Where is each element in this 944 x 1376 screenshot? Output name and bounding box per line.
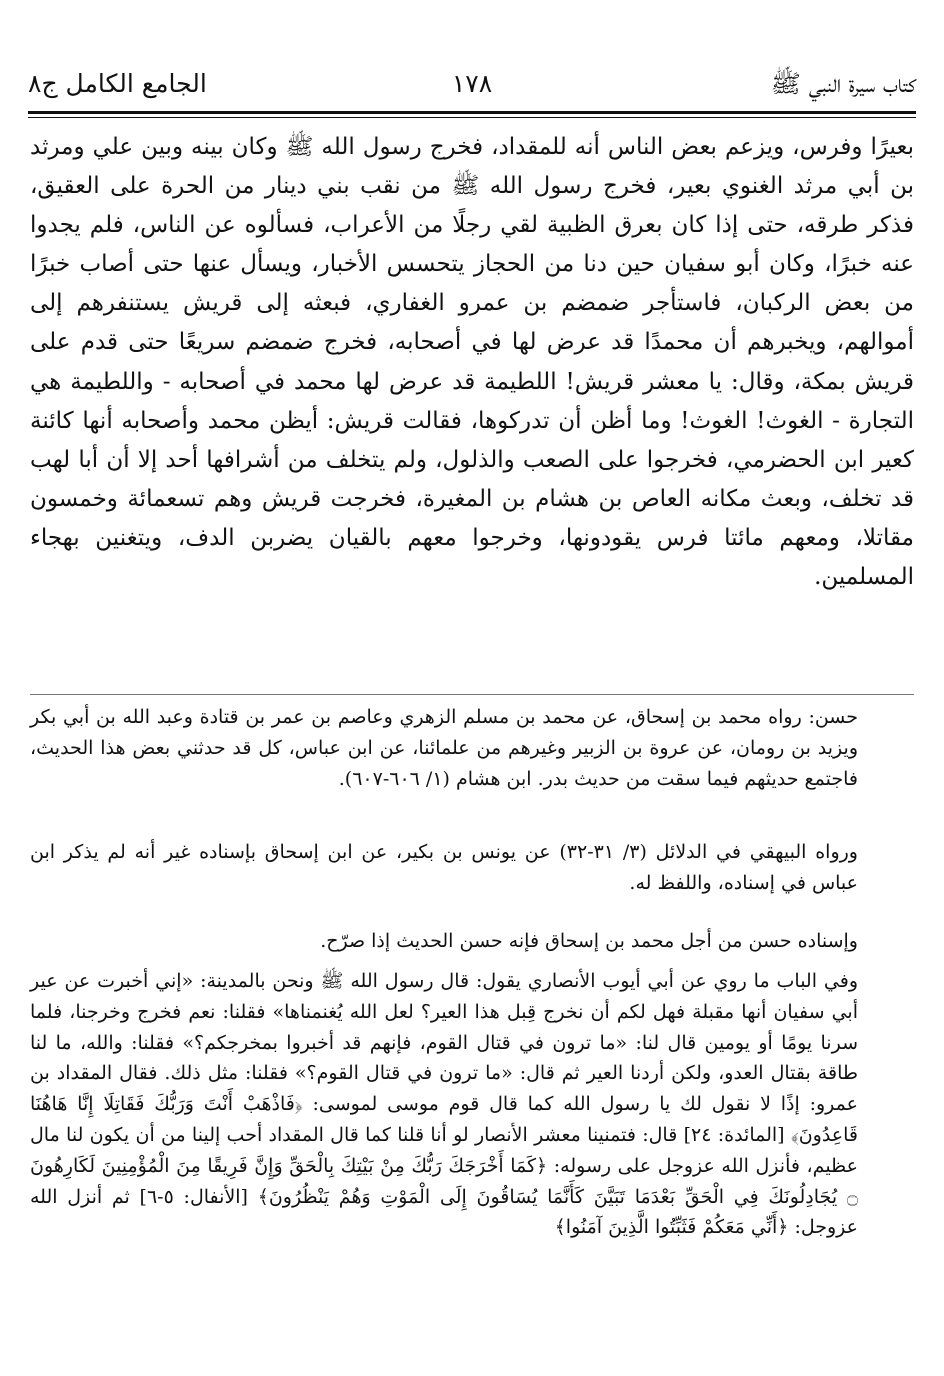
main-text: بعيرًا وفرس، ويزعم بعض الناس أنه للمقداد، فخرج رسول الله ﷺ وكان بينه وبين علي ومرثد بن أبي مرثد الغنوي بعير، فخرج رسول الله ﷺ من نقب بني دينار من الحرة على العقيق، فذكر طرقه، حتى إذا كان بعرق الظبية لقي رجلًا من الأعراب، فسألوه عن الناس، فلم يجدوا عنه خبرًا، وكان أبو سفيان حين دنا من الحجاز يتحسس الأخبار، ويسأل عنها حتى أصاب خبرًا من بعض الركبان، فاستأجر ضمضم بن عمرو الغفاري، فبعثه إلى قريش يستنفرهم إلى أموالهم، ويخبرهم أن محمدًا قد عرض لها في أصحابه، فخرج ضمضم سريعًا حتى قدم على قريش بمكة، وقال: يا معشر قريش! اللطيمة قد عرض لها محمد في أصحابه - واللطيمة هي التجارة - الغوث! الغوث! وما أظن أن تدركوها، فقالت قريش: أيظن محمد وأصحابه أنها كائنة كعير ابن الحضرمي، فخرجوا على الصعب والذلول، ولم يتخلف من أشرافها أحد إلا أن أبا لهب قد تخلف، وبعث مكانه العاص بن هشام بن المغيرة، فخرجت قريش وهم تسعمائة وخمسون مقاتلا، ومعهم مائتا فرس يقودونها، وخرجوا معهم بالقيان يضربن الدف، ويتغنين بهجاء المسلمين. (30, 134, 914, 591)
footnote-bab: وفي الباب ما روي عن أبي أيوب الأنصاري يقول: قال رسول الله ﷺ ونحن بالمدينة: «إني أخبرت عن عير أبي سفيان أنها مقبلة فهل لكم أن نخرج قِبل هذا العير؟ لعل الله يُغنمناها» فقلنا: نعم فخرج وخرجنا، فلما سرنا يومًا أو يومين قال لنا: «ما ترون في قتال القوم، فإنهم قد أخبروا بمخرجكم؟» فقلنا: والله، ما لنا طاقة بقتال العدو، ولكن أردنا العير ثم قال: «ما ترون في قتال القوم؟» فقلنا: مثل ذلك. فقال المقداد بن عمرو: إذًا لا نقول لك يا رسول الله كما قال قوم موسى لموسى: ﴿فَاذْهَبْ أَنْتَ وَرَبُّكَ فَقَاتِلَا إِنَّا هَاهُنَا قَاعِدُونَ﴾ [المائدة: ٢٤] قال: فتمنينا معشر الأنصار لو أنا قلنا كما قال المقداد أحب إلينا من أن يكون لنا مال عظيم، فأنزل الله عزوجل على رسوله: ﴿كَمَا أَخْرَجَكَ رَبُّكَ مِنْ بَيْتِكَ بِالْحَقِّ وَإِنَّ فَرِيقًا مِنَ الْمُؤْمِنِينَ لَكَارِهُونَ ۝ يُجَادِلُونَكَ فِي الْحَقِّ بَعْدَمَا تَبَيَّنَ كَأَنَّمَا يُسَاقُونَ إِلَى الْمَوْتِ وَهُمْ يَنْظُرُونَ﴾ [الأنفال: ٥-٦] ثم أنزل الله عزوجل: ﴿أَنِّي مَعَكُمْ فَثَبِّتُوا الَّذِينَ آمَنُوا﴾ (30, 970, 859, 1239)
footnote-bayhaqi: ورواه البيهقي في الدلائل (٣/ ٣١-٣٢) عن يونس بن بكير، عن ابن إسحاق بإسناده غير أنه لم يذكر ابن عباس في إسناده، واللفظ له. (30, 841, 858, 894)
footnote-hasan: حسن: رواه محمد بن إسحاق، عن محمد بن مسلم الزهري وعاصم بن عمر بن قتادة وعبد الله بن أبي بكر ويزيد بن رومان، عن عروة بن الزبير وغيرهم من علمائنا، عن ابن عباس، كل قد حدثني بعض هذا الحديث، فاجتمع حديثهم فيما سقت من حديث بدر. ابن هشام (١/ ٦٠٦-٦٠٧). (30, 706, 858, 790)
series-title: الجامع الكامل ج٨ (28, 69, 207, 98)
header-rule-thick (28, 111, 916, 114)
page-header (28, 62, 916, 106)
header-rule-thin (28, 117, 916, 118)
footnote-separator (30, 694, 914, 695)
footnote-isnad: وإسناده حسن من أجل محمد بن إسحاق فإنه حسن الحديث إذا صرّح. (320, 930, 858, 952)
book-title: كتاب سيرة النبي ﷺ (770, 69, 916, 98)
page-number: ١٧٨ (451, 69, 493, 98)
